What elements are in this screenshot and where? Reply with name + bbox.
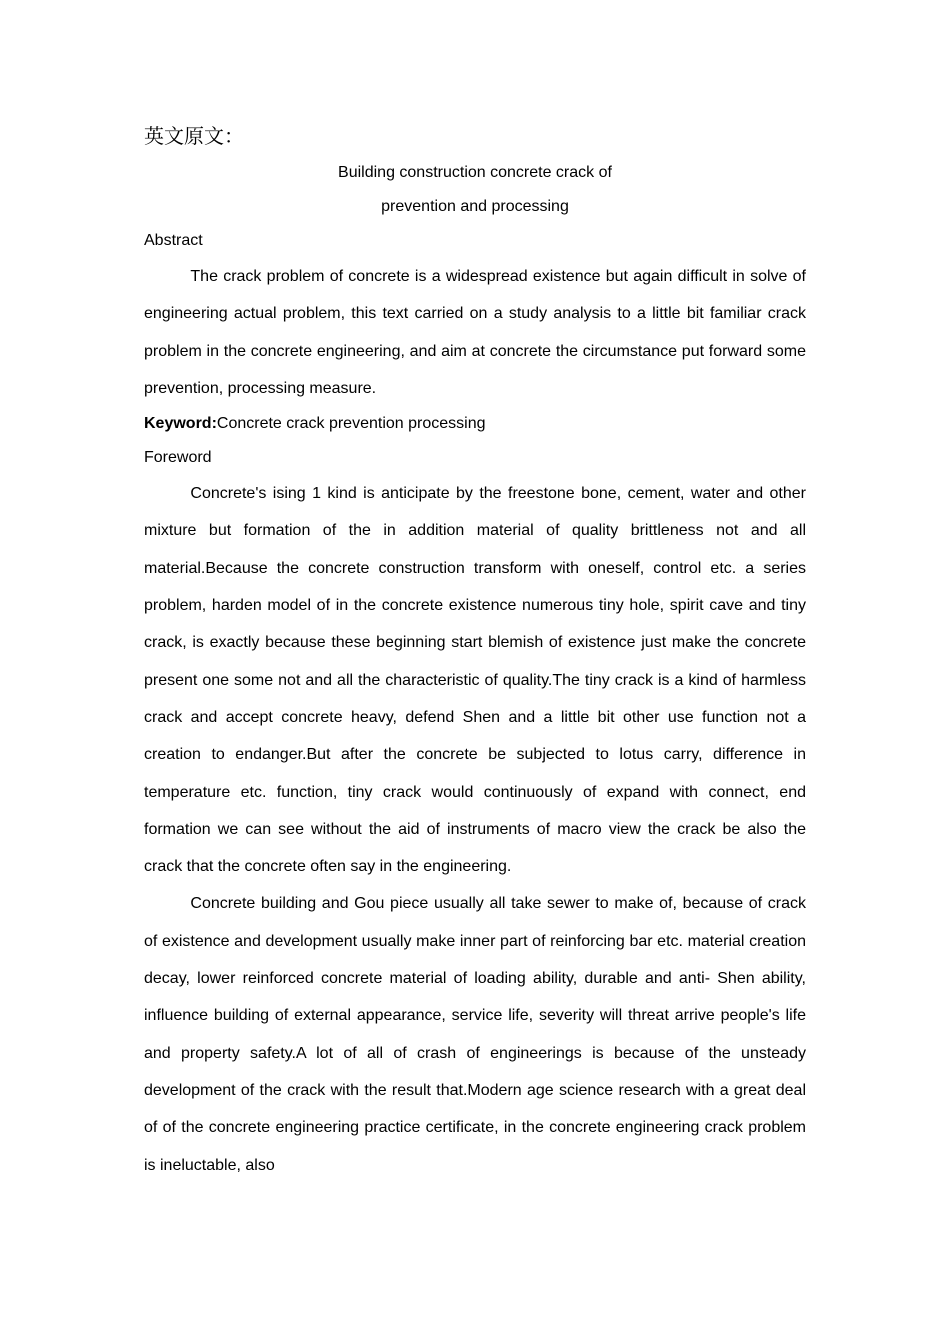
abstract-paragraph: The crack problem of concrete is a widespread existence but again difficult in solve of engineering actual problem, this text carried on a study analysis to a little bit familiar crack problem in the concrete engineering, and aim at concrete the circumstance put forward some prevention, processing measure. [144, 268, 806, 397]
keyword-text: Concrete crack prevention processing [216, 415, 486, 433]
document-body [144, 118, 806, 1184]
section-heading-original-text: 英文原文： [144, 124, 244, 148]
abstract-label: Abstract [144, 232, 203, 249]
keyword-line [144, 407, 806, 441]
paper-title-line-2: prevention and processing [381, 198, 569, 215]
keyword-label: Keyword: [144, 415, 217, 433]
paper-title-line-1: Building construction concrete crack of [338, 164, 612, 181]
foreword-paragraph-2: Concrete building and Gou piece usually all take sewer to make of, because of crack of existence and development usually make inner part of reinforcing bar etc. material creation decay, lower reinforced concrete material of loading ability, durable and anti- Shen ability, influence building of external appearance, service life, severity will threat arrive people's life and property safety.A lot of all of crash of engineerings is because of the unsteady development of the crack with the result that.Modern age science research with a great deal of of the concrete engineering practice certificate, in the concrete engineering crack problem is ineluctable, also [144, 895, 806, 1174]
foreword-paragraph-1: Concrete's ising 1 kind is anticipate by the freestone bone, cement, water and other mixture but formation of the in addition material of quality brittleness not and all material.Because the concrete construction transform with oneself, control etc. a series problem, harden model of in the concrete existence numerous tiny hole, spirit cave and tiny crack, is exactly because these beginning start blemish of existence just make the concrete present one some not and all the characteristic of quality.The tiny crack is a kind of harmless crack and accept concrete heavy, defend Shen and a little bit other use function not a creation to endanger.But after the concrete be subjected to lotus carry, difference in temperature etc. function, tiny crack would continuously of expand with connect, end formation we can see without the aid of instruments of macro view the crack be also the crack that the concrete often say in the engineering. [144, 485, 806, 876]
foreword-label: Foreword [144, 449, 212, 467]
